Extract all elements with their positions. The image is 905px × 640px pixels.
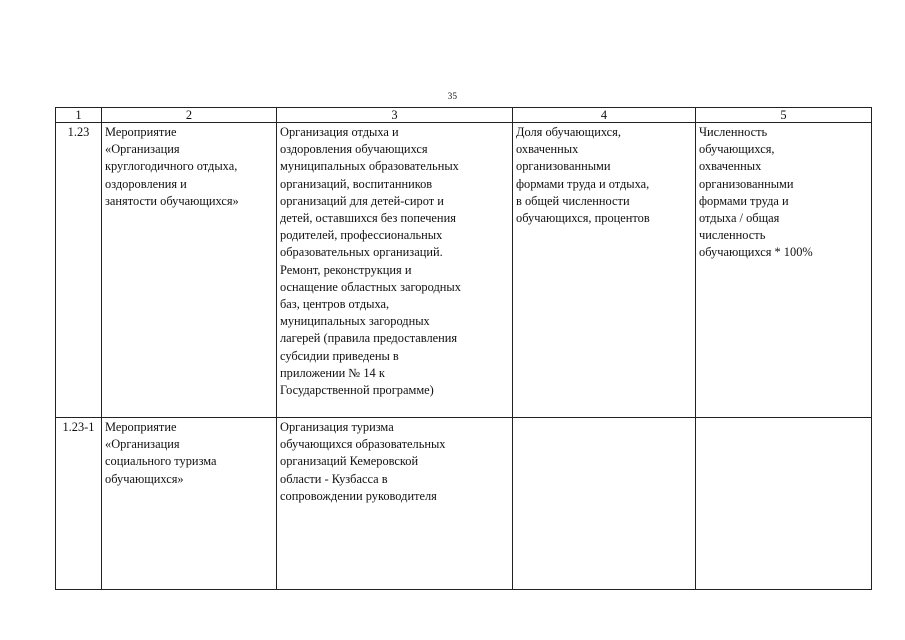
indicator-cell — [513, 418, 696, 590]
table-row — [56, 418, 872, 590]
indicator-text: Доля обучающихся, охваченных организованными формами труда и отдыха, в общей численности обучающихся, процентов — [516, 125, 650, 226]
page-number: 35 — [447, 91, 458, 101]
row-number — [56, 123, 102, 418]
table-header-row — [56, 108, 872, 123]
indicator-text — [516, 418, 692, 419]
description-text: Организация туризма обучающихся образовательных организаций Кемеровской области - Кузбасса в сопровождении руководителя — [280, 420, 446, 503]
formula-text — [699, 418, 868, 419]
header-col-1: 1 — [56, 108, 102, 123]
event-cell — [102, 123, 277, 418]
row-number — [56, 418, 102, 590]
header-col-2: 2 — [102, 108, 277, 123]
formula-cell — [696, 123, 872, 418]
indicator-cell — [513, 123, 696, 418]
row-number-text: 1.23 — [67, 125, 90, 139]
description-cell — [277, 123, 513, 418]
description-cell — [277, 418, 513, 590]
event-cell — [102, 418, 277, 590]
formula-text: Численность обучающихся, охваченных организованными формами труда и отдыха / общая численность обучающихся * 100% — [699, 125, 813, 260]
header-col-4: 4 — [513, 108, 696, 123]
formula-cell — [696, 418, 872, 590]
document-table — [55, 107, 872, 590]
table-row — [56, 123, 872, 418]
header-col-5: 5 — [696, 108, 872, 123]
event-text: Мероприятие «Организация социального туризма обучающихся» — [105, 420, 217, 486]
header-col-3: 3 — [277, 108, 513, 123]
row-number-text: 1.23-1 — [62, 420, 95, 434]
event-text: Мероприятие «Организация круглогодичного отдыха, оздоровления и занятости обучающихся» — [105, 125, 239, 208]
description-text: Организация отдыха и оздоровления обучающихся муниципальных образовательных организаций, воспитанников организаций для детей-сирот и детей, оставшихся без попечения родителей, профессиональных образовательных организаций. Ремонт, реконструкция и оснащение областных загородных баз, центров отдыха, муниципальных загородных лагерей (правила предоставления субсидии приведены в приложении № 14 к Государственной программе) — [280, 125, 461, 398]
